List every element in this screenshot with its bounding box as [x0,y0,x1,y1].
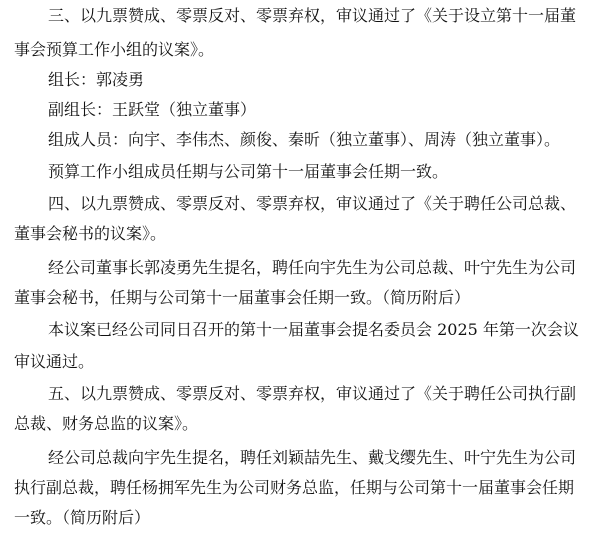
paragraph-line: 四、以九票赞成、零票反对、零票弃权，审议通过了《关于聘任公司总裁、 [48,194,577,213]
paragraph-line: 组成人员：向宇、李伟杰、颜俊、秦昕（独立董事）、周涛（独立董事）。 [48,130,561,149]
paragraph-line: 董事会秘书的议案》。 [14,224,167,243]
paragraph-line: 董事会秘书，任期与公司第十一届董事会任期一致。（简历附后） [14,288,471,307]
paragraph-line: 组长：郭凌勇 [48,70,145,89]
paragraph-line: 执行副总裁，聘任杨拥军先生为公司财务总监，任期与公司第十一届董事会任期 [14,478,575,497]
paragraph-line: 副组长：王跃堂（独立董事） [48,100,257,119]
paragraph-line: 预算工作小组成员任期与公司第十一届董事会任期一致。 [48,162,449,181]
paragraph-line: 审议通过。 [14,352,95,371]
paragraph-line: 经公司董事长郭凌勇先生提名，聘任向宇先生为公司总裁、叶宁先生为公司 [48,258,577,277]
paragraph-line: 经公司总裁向宇先生提名，聘任刘颖喆先生、戴戈缨先生、叶宁先生为公司 [48,448,577,467]
paragraph-line: 总裁、财务总监的议案》。 [14,414,199,433]
paragraph-line: 事会预算工作小组的议案》。 [14,40,215,59]
paragraph-line: 五、以九票赞成、零票反对、零票弃权，审议通过了《关于聘任公司执行副 [48,384,577,403]
paragraph-line: 一致。（简历附后） [14,508,151,527]
paragraph-line: 本议案已经公司同日召开的第十一届董事会提名委员会 2025 年第一次会议 [48,320,579,339]
paragraph-line: 三、以九票赞成、零票反对、零票弃权，审议通过了《关于设立第十一届董 [48,6,577,25]
